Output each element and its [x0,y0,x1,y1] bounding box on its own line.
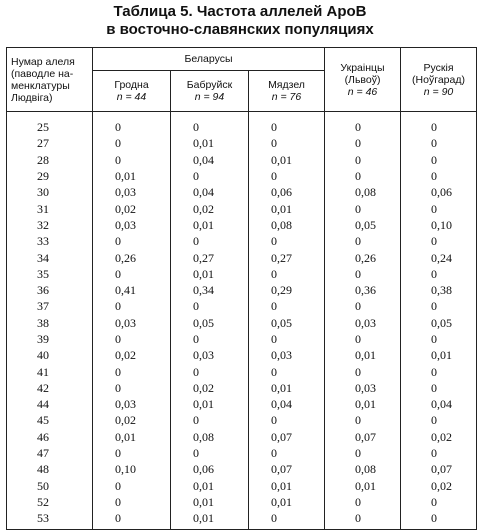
header-allele-line-4: Людвіга) [11,91,53,104]
table-body [7,112,477,530]
cell-allele-number: 30 [7,184,93,200]
cell-ukrainians: 0,26 [325,249,401,265]
header-russians-place: (Ноўгарад) [412,73,465,86]
table-row [7,135,477,151]
cell-ukrainians: 0 [325,233,401,249]
table-row [7,233,477,249]
cell-ukrainians: 0,05 [325,217,401,233]
cell-grodna: 0,03 [93,217,171,233]
header-allele-line-2: (паводле на- [11,67,74,80]
cell-russians: 0,10 [401,217,477,233]
cell-myadzel: 0,05 [249,315,325,331]
cell-myadzel: 0 [249,445,325,461]
header-allele-line-1: Нумар алеля [11,55,75,68]
cell-ukrainians: 0 [325,510,401,530]
table-caption [0,0,480,39]
cell-grodna: 0 [93,298,171,314]
cell-babruysk: 0,02 [171,200,249,216]
table-row [7,331,477,347]
cell-russians: 0 [401,168,477,184]
cell-grodna: 0 [93,266,171,282]
table-row [7,112,477,136]
header-allele-number [7,48,93,112]
cell-russians: 0,05 [401,315,477,331]
cell-babruysk: 0 [171,298,249,314]
cell-russians: 0 [401,363,477,379]
cell-myadzel: 0 [249,233,325,249]
header-myadzel [249,71,325,112]
cell-babruysk: 0,01 [171,135,249,151]
header-myadzel-name: Мядзел [268,79,305,91]
cell-grodna: 0 [93,445,171,461]
table-row [7,363,477,379]
cell-russians: 0 [401,412,477,428]
cell-russians: 0 [401,152,477,168]
allele-frequency-table [6,47,477,530]
cell-ukrainians: 0 [325,363,401,379]
cell-babruysk: 0,06 [171,461,249,477]
cell-russians: 0 [401,510,477,530]
cell-ukrainians: 0,07 [325,429,401,445]
cell-russians: 0 [401,494,477,510]
header-grodna-name: Гродна [114,79,149,91]
cell-grodna: 0,10 [93,461,171,477]
header-ukrainians [325,48,401,112]
cell-russians: 0,02 [401,429,477,445]
cell-allele-number: 33 [7,233,93,249]
cell-babruysk: 0,05 [171,315,249,331]
cell-grodna: 0,26 [93,249,171,265]
cell-allele-number: 28 [7,152,93,168]
cell-allele-number: 48 [7,461,93,477]
cell-allele-number: 41 [7,363,93,379]
cell-ukrainians: 0 [325,200,401,216]
header-babruysk-n: n = 94 [194,91,225,103]
cell-babruysk: 0 [171,168,249,184]
cell-myadzel: 0 [249,135,325,151]
cell-russians: 0,02 [401,478,477,494]
header-babruysk [171,71,249,112]
header-ukrainians-place: (Львоў) [344,73,381,86]
cell-grodna: 0 [93,233,171,249]
cell-ukrainians: 0 [325,494,401,510]
table-caption-line-1: Таблица 5. Частота аллелей АроВ [113,3,367,20]
cell-babruysk: 0,01 [171,494,249,510]
cell-babruysk: 0,27 [171,249,249,265]
cell-russians: 0,06 [401,184,477,200]
cell-russians: 0,01 [401,347,477,363]
cell-allele-number: 27 [7,135,93,151]
cell-grodna: 0 [93,380,171,396]
cell-allele-number: 52 [7,494,93,510]
cell-allele-number: 35 [7,266,93,282]
table-row [7,461,477,477]
cell-myadzel: 0,06 [249,184,325,200]
cell-allele-number: 47 [7,445,93,461]
cell-allele-number: 45 [7,412,93,428]
cell-ukrainians: 0 [325,152,401,168]
header-babruysk-name: Бабруйск [186,79,233,91]
table-row [7,282,477,298]
cell-ukrainians: 0,08 [325,461,401,477]
cell-grodna: 0,41 [93,282,171,298]
table-caption-line-2: в восточно-славянских популяциях [106,21,374,38]
cell-myadzel: 0,01 [249,494,325,510]
cell-babruysk: 0,01 [171,217,249,233]
cell-myadzel: 0 [249,298,325,314]
cell-babruysk: 0,04 [171,184,249,200]
cell-ukrainians: 0 [325,298,401,314]
table-row [7,184,477,200]
cell-allele-number: 44 [7,396,93,412]
cell-babruysk: 0,03 [171,347,249,363]
cell-myadzel: 0,04 [249,396,325,412]
cell-myadzel: 0 [249,112,325,136]
cell-babruysk: 0,34 [171,282,249,298]
cell-allele-number: 40 [7,347,93,363]
cell-babruysk: 0,01 [171,396,249,412]
cell-allele-number: 42 [7,380,93,396]
cell-ukrainians: 0,01 [325,478,401,494]
cell-myadzel: 0 [249,363,325,379]
table-row [7,494,477,510]
cell-russians: 0,38 [401,282,477,298]
cell-babruysk: 0,01 [171,510,249,530]
cell-myadzel: 0,01 [249,380,325,396]
cell-grodna: 0 [93,510,171,530]
cell-grodna: 0 [93,494,171,510]
header-ukrainians-n: n = 46 [347,85,378,98]
cell-babruysk: 0,04 [171,152,249,168]
table-row [7,445,477,461]
cell-ukrainians: 0 [325,412,401,428]
table-row [7,396,477,412]
cell-babruysk: 0,02 [171,380,249,396]
cell-ukrainians: 0,03 [325,315,401,331]
cell-grodna: 0,02 [93,200,171,216]
cell-myadzel: 0 [249,168,325,184]
cell-ukrainians: 0,01 [325,396,401,412]
cell-grodna: 0,01 [93,168,171,184]
header-ukrainians-name: Украінцы [340,61,385,74]
table-row [7,315,477,331]
cell-grodna: 0 [93,478,171,494]
cell-allele-number: 53 [7,510,93,530]
cell-ukrainians: 0,08 [325,184,401,200]
cell-babruysk: 0 [171,112,249,136]
cell-russians: 0 [401,331,477,347]
table-row [7,380,477,396]
cell-grodna: 0 [93,152,171,168]
cell-myadzel: 0,03 [249,347,325,363]
header-belarus: Беларусы [93,48,325,71]
cell-grodna: 0 [93,135,171,151]
cell-ukrainians: 0 [325,168,401,184]
cell-russians: 0 [401,112,477,136]
cell-ukrainians: 0 [325,112,401,136]
cell-babruysk: 0 [171,412,249,428]
table-row [7,298,477,314]
table-row [7,249,477,265]
cell-allele-number: 32 [7,217,93,233]
cell-grodna: 0,03 [93,184,171,200]
cell-babruysk: 0 [171,331,249,347]
cell-babruysk: 0 [171,233,249,249]
cell-grodna: 0,01 [93,429,171,445]
cell-russians: 0 [401,200,477,216]
cell-allele-number: 29 [7,168,93,184]
cell-allele-number: 36 [7,282,93,298]
cell-russians: 0 [401,135,477,151]
cell-babruysk: 0 [171,445,249,461]
cell-babruysk: 0,08 [171,429,249,445]
cell-grodna: 0 [93,331,171,347]
cell-russians: 0 [401,266,477,282]
cell-grodna: 0 [93,363,171,379]
cell-ukrainians: 0 [325,266,401,282]
cell-myadzel: 0,01 [249,152,325,168]
table-row [7,152,477,168]
table-row [7,510,477,530]
cell-allele-number: 50 [7,478,93,494]
cell-allele-number: 46 [7,429,93,445]
cell-russians: 0 [401,380,477,396]
cell-babruysk: 0,01 [171,266,249,282]
table-row [7,200,477,216]
cell-ukrainians: 0 [325,445,401,461]
cell-grodna: 0 [93,112,171,136]
cell-grodna: 0,03 [93,315,171,331]
cell-myadzel: 0,01 [249,478,325,494]
cell-ukrainians: 0,36 [325,282,401,298]
cell-russians: 0,07 [401,461,477,477]
table-row [7,266,477,282]
header-grodna [93,71,171,112]
cell-myadzel: 0 [249,412,325,428]
header-myadzel-n: n = 76 [271,91,302,103]
cell-russians: 0 [401,445,477,461]
header-russians [401,48,477,112]
cell-ukrainians: 0,01 [325,347,401,363]
cell-allele-number: 39 [7,331,93,347]
cell-allele-number: 37 [7,298,93,314]
header-russians-n: n = 90 [423,85,454,98]
cell-grodna: 0,02 [93,412,171,428]
cell-allele-number: 25 [7,112,93,136]
cell-russians: 0 [401,298,477,314]
cell-myadzel: 0,01 [249,200,325,216]
cell-ukrainians: 0,03 [325,380,401,396]
cell-allele-number: 38 [7,315,93,331]
cell-ukrainians: 0 [325,135,401,151]
cell-russians: 0 [401,233,477,249]
table-row [7,168,477,184]
header-allele-line-3: менклатуры [11,79,70,92]
header-grodna-n: n = 44 [116,91,147,103]
cell-grodna: 0,03 [93,396,171,412]
cell-babruysk: 0,01 [171,478,249,494]
cell-allele-number: 31 [7,200,93,216]
table-row [7,347,477,363]
cell-russians: 0,24 [401,249,477,265]
table-row [7,478,477,494]
cell-myadzel: 0 [249,331,325,347]
cell-russians: 0,04 [401,396,477,412]
cell-myadzel: 0 [249,266,325,282]
cell-myadzel: 0,08 [249,217,325,233]
cell-ukrainians: 0 [325,331,401,347]
cell-grodna: 0,02 [93,347,171,363]
cell-allele-number: 34 [7,249,93,265]
table-row [7,217,477,233]
cell-myadzel: 0,27 [249,249,325,265]
cell-myadzel: 0 [249,510,325,530]
cell-myadzel: 0,07 [249,429,325,445]
header-russians-name: Рускія [423,61,454,74]
cell-myadzel: 0,29 [249,282,325,298]
table-row [7,412,477,428]
cell-babruysk: 0 [171,363,249,379]
cell-myadzel: 0,07 [249,461,325,477]
table-row [7,429,477,445]
